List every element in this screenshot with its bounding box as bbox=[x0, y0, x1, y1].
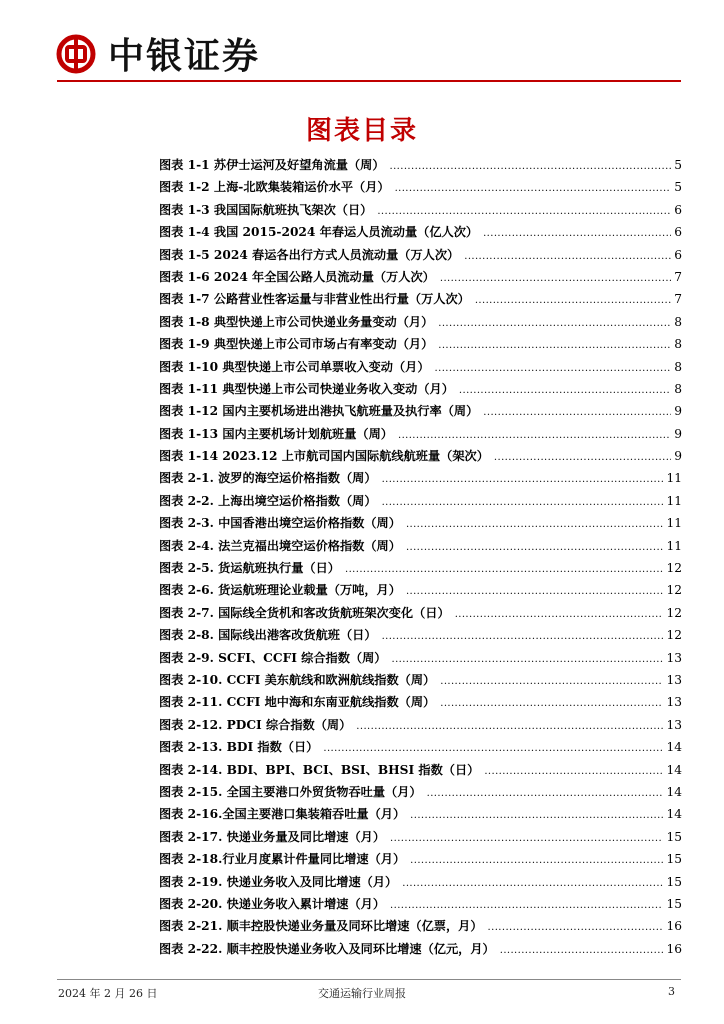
toc-entry-page[interactable]: 11 bbox=[666, 471, 682, 486]
toc-entry[interactable] bbox=[159, 378, 682, 400]
toc-entry-page[interactable]: 8 bbox=[674, 381, 682, 396]
toc-entry-label[interactable]: 图表 2-13. BDI 指数（日） bbox=[159, 740, 319, 755]
toc-entry-label[interactable]: 图表 2-1. 波罗的海空运价格指数（周） bbox=[159, 471, 377, 486]
toc-leader-dots bbox=[382, 624, 664, 648]
toc-entry-page[interactable]: 13 bbox=[666, 695, 682, 710]
toc-leader-dots bbox=[382, 467, 664, 491]
toc-entry-label[interactable]: 图表 1-14 2023.12 上市航司国内国际航线航班量（架次） bbox=[159, 449, 489, 464]
toc-entry-page[interactable]: 16 bbox=[666, 919, 682, 934]
toc-leader-dots bbox=[390, 154, 672, 178]
toc-entry[interactable] bbox=[159, 736, 682, 758]
toc-entry-label[interactable]: 图表 1-4 我国 2015-2024 年春运人员流动量（亿人次） bbox=[159, 225, 479, 240]
toc-entry-page[interactable]: 8 bbox=[674, 314, 682, 329]
toc-entry-label[interactable]: 图表 2-4. 法兰克福出境空运价格指数（周） bbox=[159, 538, 401, 553]
toc-entry[interactable] bbox=[159, 423, 682, 445]
toc-entry-label[interactable]: 图表 2-20. 快递业务收入累计增速（月） bbox=[159, 896, 386, 911]
toc-leader-dots bbox=[483, 221, 671, 245]
toc-entry[interactable] bbox=[159, 490, 682, 512]
toc-entry-page[interactable]: 14 bbox=[666, 807, 682, 822]
toc-entry-page[interactable]: 14 bbox=[666, 784, 682, 799]
toc-entry-page[interactable]: 14 bbox=[666, 740, 682, 755]
toc-entry[interactable] bbox=[159, 915, 682, 937]
toc-leader-dots bbox=[406, 512, 664, 536]
toc-entry-label[interactable]: 图表 1-6 2024 年全国公路人员流动量（万人次） bbox=[159, 269, 435, 284]
toc-leader-dots bbox=[488, 915, 664, 939]
toc-entry-page[interactable]: 7 bbox=[674, 269, 682, 284]
toc-entry[interactable] bbox=[159, 512, 682, 534]
toc-entry-page[interactable]: 11 bbox=[666, 493, 682, 508]
toc-entry-page[interactable]: 9 bbox=[674, 449, 682, 464]
toc-entry[interactable] bbox=[159, 691, 682, 713]
page-header bbox=[0, 0, 724, 90]
toc-leader-dots bbox=[500, 938, 664, 962]
toc-entry-label[interactable]: 图表 1-5 2024 春运各出行方式人员流动量（万人次） bbox=[159, 247, 460, 262]
toc-leader-dots bbox=[390, 893, 663, 917]
toc-entry[interactable] bbox=[159, 288, 682, 310]
toc-entry-label[interactable]: 图表 1-11 典型快递上市公司快递业务收入变动（月） bbox=[159, 381, 454, 396]
toc-list bbox=[159, 154, 682, 960]
toc-leader-dots bbox=[440, 691, 663, 715]
toc-entry-label[interactable]: 图表 1-12 国内主要机场进出港执飞航班量及执行率（周） bbox=[159, 404, 479, 419]
toc-entry-page[interactable]: 11 bbox=[666, 538, 682, 553]
toc-entry[interactable] bbox=[159, 176, 682, 198]
footer-divider bbox=[57, 979, 681, 980]
toc-entry-page[interactable]: 13 bbox=[666, 650, 682, 665]
toc-leader-dots bbox=[435, 356, 672, 380]
toc-leader-dots bbox=[410, 803, 663, 827]
brand-name: 中银证券 bbox=[108, 35, 261, 77]
toc-entry-label[interactable]: 图表 2-14. BDI、BPI、BCI、BSI、BHSI 指数（日） bbox=[159, 762, 480, 777]
toc-entry-label[interactable]: 图表 2-22. 顺丰控股快递业务收入及同环比增速（亿元，月） bbox=[159, 941, 495, 956]
toc-leader-dots bbox=[483, 400, 671, 424]
footer-page-number: 3 bbox=[668, 985, 675, 998]
toc-entry-label[interactable]: 图表 2-10. CCFI 美东航线和欧洲航线指数（周） bbox=[159, 672, 436, 687]
toc-entry-page[interactable]: 12 bbox=[666, 561, 682, 576]
toc-entry[interactable] bbox=[159, 759, 682, 781]
toc-entry-label[interactable]: 图表 2-9. SCFI、CCFI 综合指数（周） bbox=[159, 650, 387, 665]
toc-leader-dots bbox=[410, 848, 663, 872]
toc-entry-page[interactable]: 6 bbox=[674, 247, 682, 262]
toc-leader-dots bbox=[382, 490, 664, 514]
toc-entry-label[interactable]: 图表 2-21. 顺丰控股快递业务量及同环比增速（亿票，月） bbox=[159, 919, 483, 934]
bank-of-china-logo-icon bbox=[56, 34, 96, 74]
toc-leader-dots bbox=[323, 736, 663, 760]
toc-entry[interactable] bbox=[159, 669, 682, 691]
toc-leader-dots bbox=[455, 602, 664, 626]
toc-entry-page[interactable]: 14 bbox=[666, 762, 682, 777]
toc-entry-page[interactable]: 9 bbox=[674, 426, 682, 441]
toc-entry[interactable] bbox=[159, 467, 682, 489]
header-divider bbox=[57, 80, 681, 82]
toc-entry-page[interactable]: 6 bbox=[674, 225, 682, 240]
toc-entry-label[interactable]: 图表 1-8 典型快递上市公司快递业务量变动（月） bbox=[159, 314, 434, 329]
toc-entry[interactable] bbox=[159, 803, 682, 825]
toc-leader-dots bbox=[475, 288, 671, 312]
toc-leader-dots bbox=[438, 311, 671, 335]
toc-entry[interactable] bbox=[159, 826, 682, 848]
toc-entry-label[interactable]: 图表 1-2 上海-北欧集装箱运价水平（月） bbox=[159, 180, 390, 195]
toc-entry[interactable] bbox=[159, 400, 682, 422]
toc-entry-label[interactable]: 图表 1-1 苏伊士运河及好望角流量（周） bbox=[159, 158, 385, 172]
toc-entry-label[interactable]: 图表 2-18.行业月度累计件量同比增速（月） bbox=[159, 852, 406, 867]
toc-entry[interactable] bbox=[159, 356, 682, 378]
toc-entry-label[interactable]: 图表 2-3. 中国香港出境空运价格指数（周） bbox=[159, 516, 401, 531]
toc-entry-page[interactable]: 15 bbox=[666, 874, 682, 889]
toc-entry-page[interactable]: 15 bbox=[666, 896, 682, 911]
toc-leader-dots bbox=[390, 826, 663, 850]
toc-leader-dots bbox=[395, 176, 672, 200]
toc-entry-label[interactable]: 图表 2-5. 货运航班执行量（日） bbox=[159, 561, 340, 576]
toc-leader-dots bbox=[484, 759, 663, 783]
toc-leader-dots bbox=[459, 378, 671, 402]
toc-leader-dots bbox=[377, 199, 671, 223]
toc-leader-dots bbox=[494, 445, 671, 469]
toc-leader-dots bbox=[402, 871, 663, 895]
toc-entry-label[interactable]: 图表 2-19. 快递业务收入及同比增速（月） bbox=[159, 874, 398, 889]
toc-entry[interactable] bbox=[159, 535, 682, 557]
toc-entry[interactable] bbox=[159, 848, 682, 870]
toc-entry-label[interactable]: 图表 2-11. CCFI 地中海和东南亚航线指数（周） bbox=[159, 695, 436, 710]
toc-entry-page[interactable]: 5 bbox=[674, 180, 682, 195]
toc-leader-dots bbox=[356, 714, 663, 738]
toc-entry[interactable] bbox=[159, 244, 682, 266]
toc-entry-page[interactable]: 7 bbox=[674, 292, 682, 307]
toc-entry-label[interactable]: 图表 1-7 公路营业性客运量与非营业性出行量（万人次） bbox=[159, 292, 470, 307]
toc-entry[interactable] bbox=[159, 154, 682, 176]
toc-entry[interactable] bbox=[159, 871, 682, 893]
toc-entry-label[interactable]: 图表 1-9 典型快递上市公司市场占有率变动（月） bbox=[159, 337, 434, 352]
toc-entry[interactable] bbox=[159, 579, 682, 601]
toc-entry-page[interactable]: 13 bbox=[666, 672, 682, 687]
toc-entry[interactable] bbox=[159, 602, 682, 624]
toc-entry-label[interactable]: 图表 2-8. 国际线出港客改货航班（日） bbox=[159, 628, 377, 643]
toc-entry-label[interactable]: 图表 2-15. 全国主要港口外贸货物吞吐量（月） bbox=[159, 784, 422, 799]
toc-entry-page[interactable]: 12 bbox=[666, 583, 682, 598]
toc-entry[interactable] bbox=[159, 893, 682, 915]
footer-report-name: 交通运输行业周报 bbox=[318, 987, 406, 1000]
toc-leader-dots bbox=[440, 669, 663, 693]
toc-entry[interactable] bbox=[159, 714, 682, 736]
toc-leader-dots bbox=[406, 579, 664, 603]
toc-entry[interactable] bbox=[159, 938, 682, 960]
toc-entry-label[interactable]: 图表 2-12. PDCI 综合指数（周） bbox=[159, 717, 352, 732]
toc-leader-dots bbox=[464, 244, 671, 268]
toc-entry-page[interactable]: 5 bbox=[674, 158, 682, 172]
toc-entry[interactable] bbox=[159, 624, 682, 646]
toc-entry[interactable] bbox=[159, 199, 682, 221]
toc-leader-dots bbox=[345, 557, 663, 581]
toc-leader-dots bbox=[406, 535, 664, 559]
toc-entry-label[interactable]: 图表 2-6. 货运航班理论业载量（万吨，月） bbox=[159, 583, 401, 598]
toc-entry-page[interactable]: 9 bbox=[674, 404, 682, 419]
toc-leader-dots bbox=[427, 781, 664, 805]
toc-leader-dots bbox=[391, 647, 663, 671]
toc-entry-page[interactable]: 15 bbox=[666, 829, 682, 844]
toc-entry[interactable] bbox=[159, 311, 682, 333]
toc-entry[interactable] bbox=[159, 557, 682, 579]
toc-entry[interactable] bbox=[159, 781, 682, 803]
toc-entry-label[interactable]: 图表 2-16.全国主要港口集装箱吞吐量（月） bbox=[159, 807, 406, 822]
toc-entry-label[interactable]: 图表 1-3 我国国际航班执飞架次（日） bbox=[159, 202, 373, 217]
toc-entry-label[interactable]: 图表 1-10 典型快递上市公司单票收入变动（月） bbox=[159, 359, 430, 374]
toc-entry-page[interactable]: 11 bbox=[666, 516, 682, 531]
toc-entry[interactable] bbox=[159, 221, 682, 243]
toc-entry-page[interactable]: 6 bbox=[674, 202, 682, 217]
toc-entry[interactable] bbox=[159, 647, 682, 669]
footer-date: 2024 年 2 月 26 日 bbox=[58, 987, 158, 1000]
toc-entry[interactable] bbox=[159, 445, 682, 467]
toc-entry-page[interactable]: 12 bbox=[666, 628, 682, 643]
toc-entry-label[interactable]: 图表 2-2. 上海出境空运价格指数（周） bbox=[159, 493, 377, 508]
toc-entry-page[interactable]: 8 bbox=[674, 359, 682, 374]
toc-entry[interactable] bbox=[159, 266, 682, 288]
toc-entry-page[interactable]: 13 bbox=[666, 717, 682, 732]
toc-leader-dots bbox=[440, 266, 671, 290]
toc-entry-page[interactable]: 8 bbox=[674, 337, 682, 352]
toc-leader-dots bbox=[438, 333, 671, 357]
toc-entry-page[interactable]: 16 bbox=[666, 941, 682, 956]
toc-entry[interactable] bbox=[159, 333, 682, 355]
toc-entry-page[interactable]: 12 bbox=[666, 605, 682, 620]
toc-entry-label[interactable]: 图表 2-17. 快递业务量及同比增速（月） bbox=[159, 829, 386, 844]
toc-entry-label[interactable]: 图表 2-7. 国际线全货机和客改货航班架次变化（日） bbox=[159, 605, 450, 620]
toc-entry-label[interactable]: 图表 1-13 国内主要机场计划航班量（周） bbox=[159, 426, 393, 441]
toc-title: 图表目录 bbox=[305, 116, 418, 146]
toc-leader-dots bbox=[398, 423, 671, 447]
toc-entry-page[interactable]: 15 bbox=[666, 852, 682, 867]
